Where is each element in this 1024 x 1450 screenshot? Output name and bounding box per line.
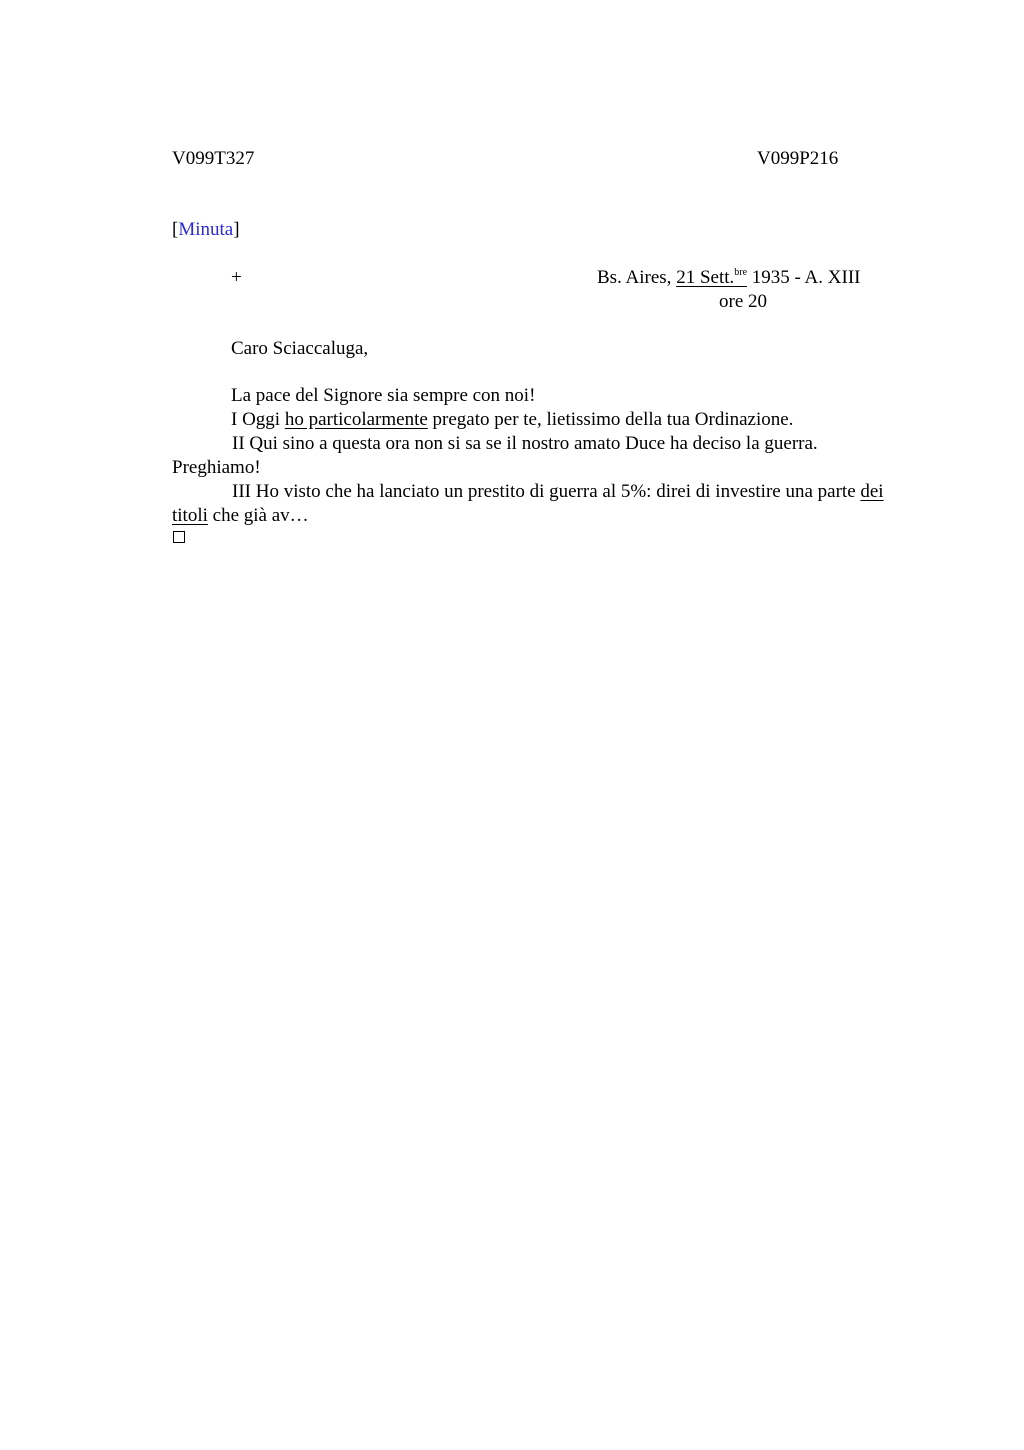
draft-label-text: Minuta — [178, 219, 234, 240]
square-icon — [173, 531, 185, 543]
paragraph-1 — [231, 408, 793, 432]
greeting-line: La pace del Signore sia sempre con noi! — [231, 385, 536, 406]
dateline-time: ore 20 — [719, 291, 768, 312]
salutation: Caro Sciaccaluga, — [231, 338, 369, 359]
paragraph-3 — [172, 480, 917, 528]
document-code-left: V099T327 — [172, 148, 255, 169]
document-code-right: V099P216 — [757, 148, 839, 169]
paragraph-1-prefix: I Oggi — [231, 409, 285, 430]
draft-label — [172, 218, 240, 242]
bracket-close: ] — [233, 219, 240, 240]
dateline-date — [676, 267, 747, 288]
dateline — [597, 266, 860, 290]
bracket-open: [ — [172, 219, 179, 240]
paragraph-3-prefix: III Ho visto che ha lanciato un prestito di guerra al 5%: direi di investire una parte — [232, 481, 861, 502]
paragraph-3-underlined: dei titoli — [172, 481, 884, 526]
paragraph-1-underlined: ho particolarmente — [284, 409, 428, 430]
paragraph-2: II Qui sino a questa ora non si sa se il nostro amato Duce ha deciso la guerra. Preghiamo! — [172, 433, 818, 478]
dateline-date-rest: 1935 - A. XIII — [747, 267, 861, 288]
dateline-place: Bs. Aires, — [597, 267, 677, 288]
paragraph-1-suffix: pregato per te, lietissimo della tua Ordinazione. — [427, 409, 794, 430]
dateline-date-sup: bre — [734, 267, 748, 278]
cross-mark: + — [231, 267, 242, 288]
dateline-date-main: 21 Sett. — [676, 267, 735, 288]
paragraph-3-suffix: che già av… — [207, 505, 309, 526]
